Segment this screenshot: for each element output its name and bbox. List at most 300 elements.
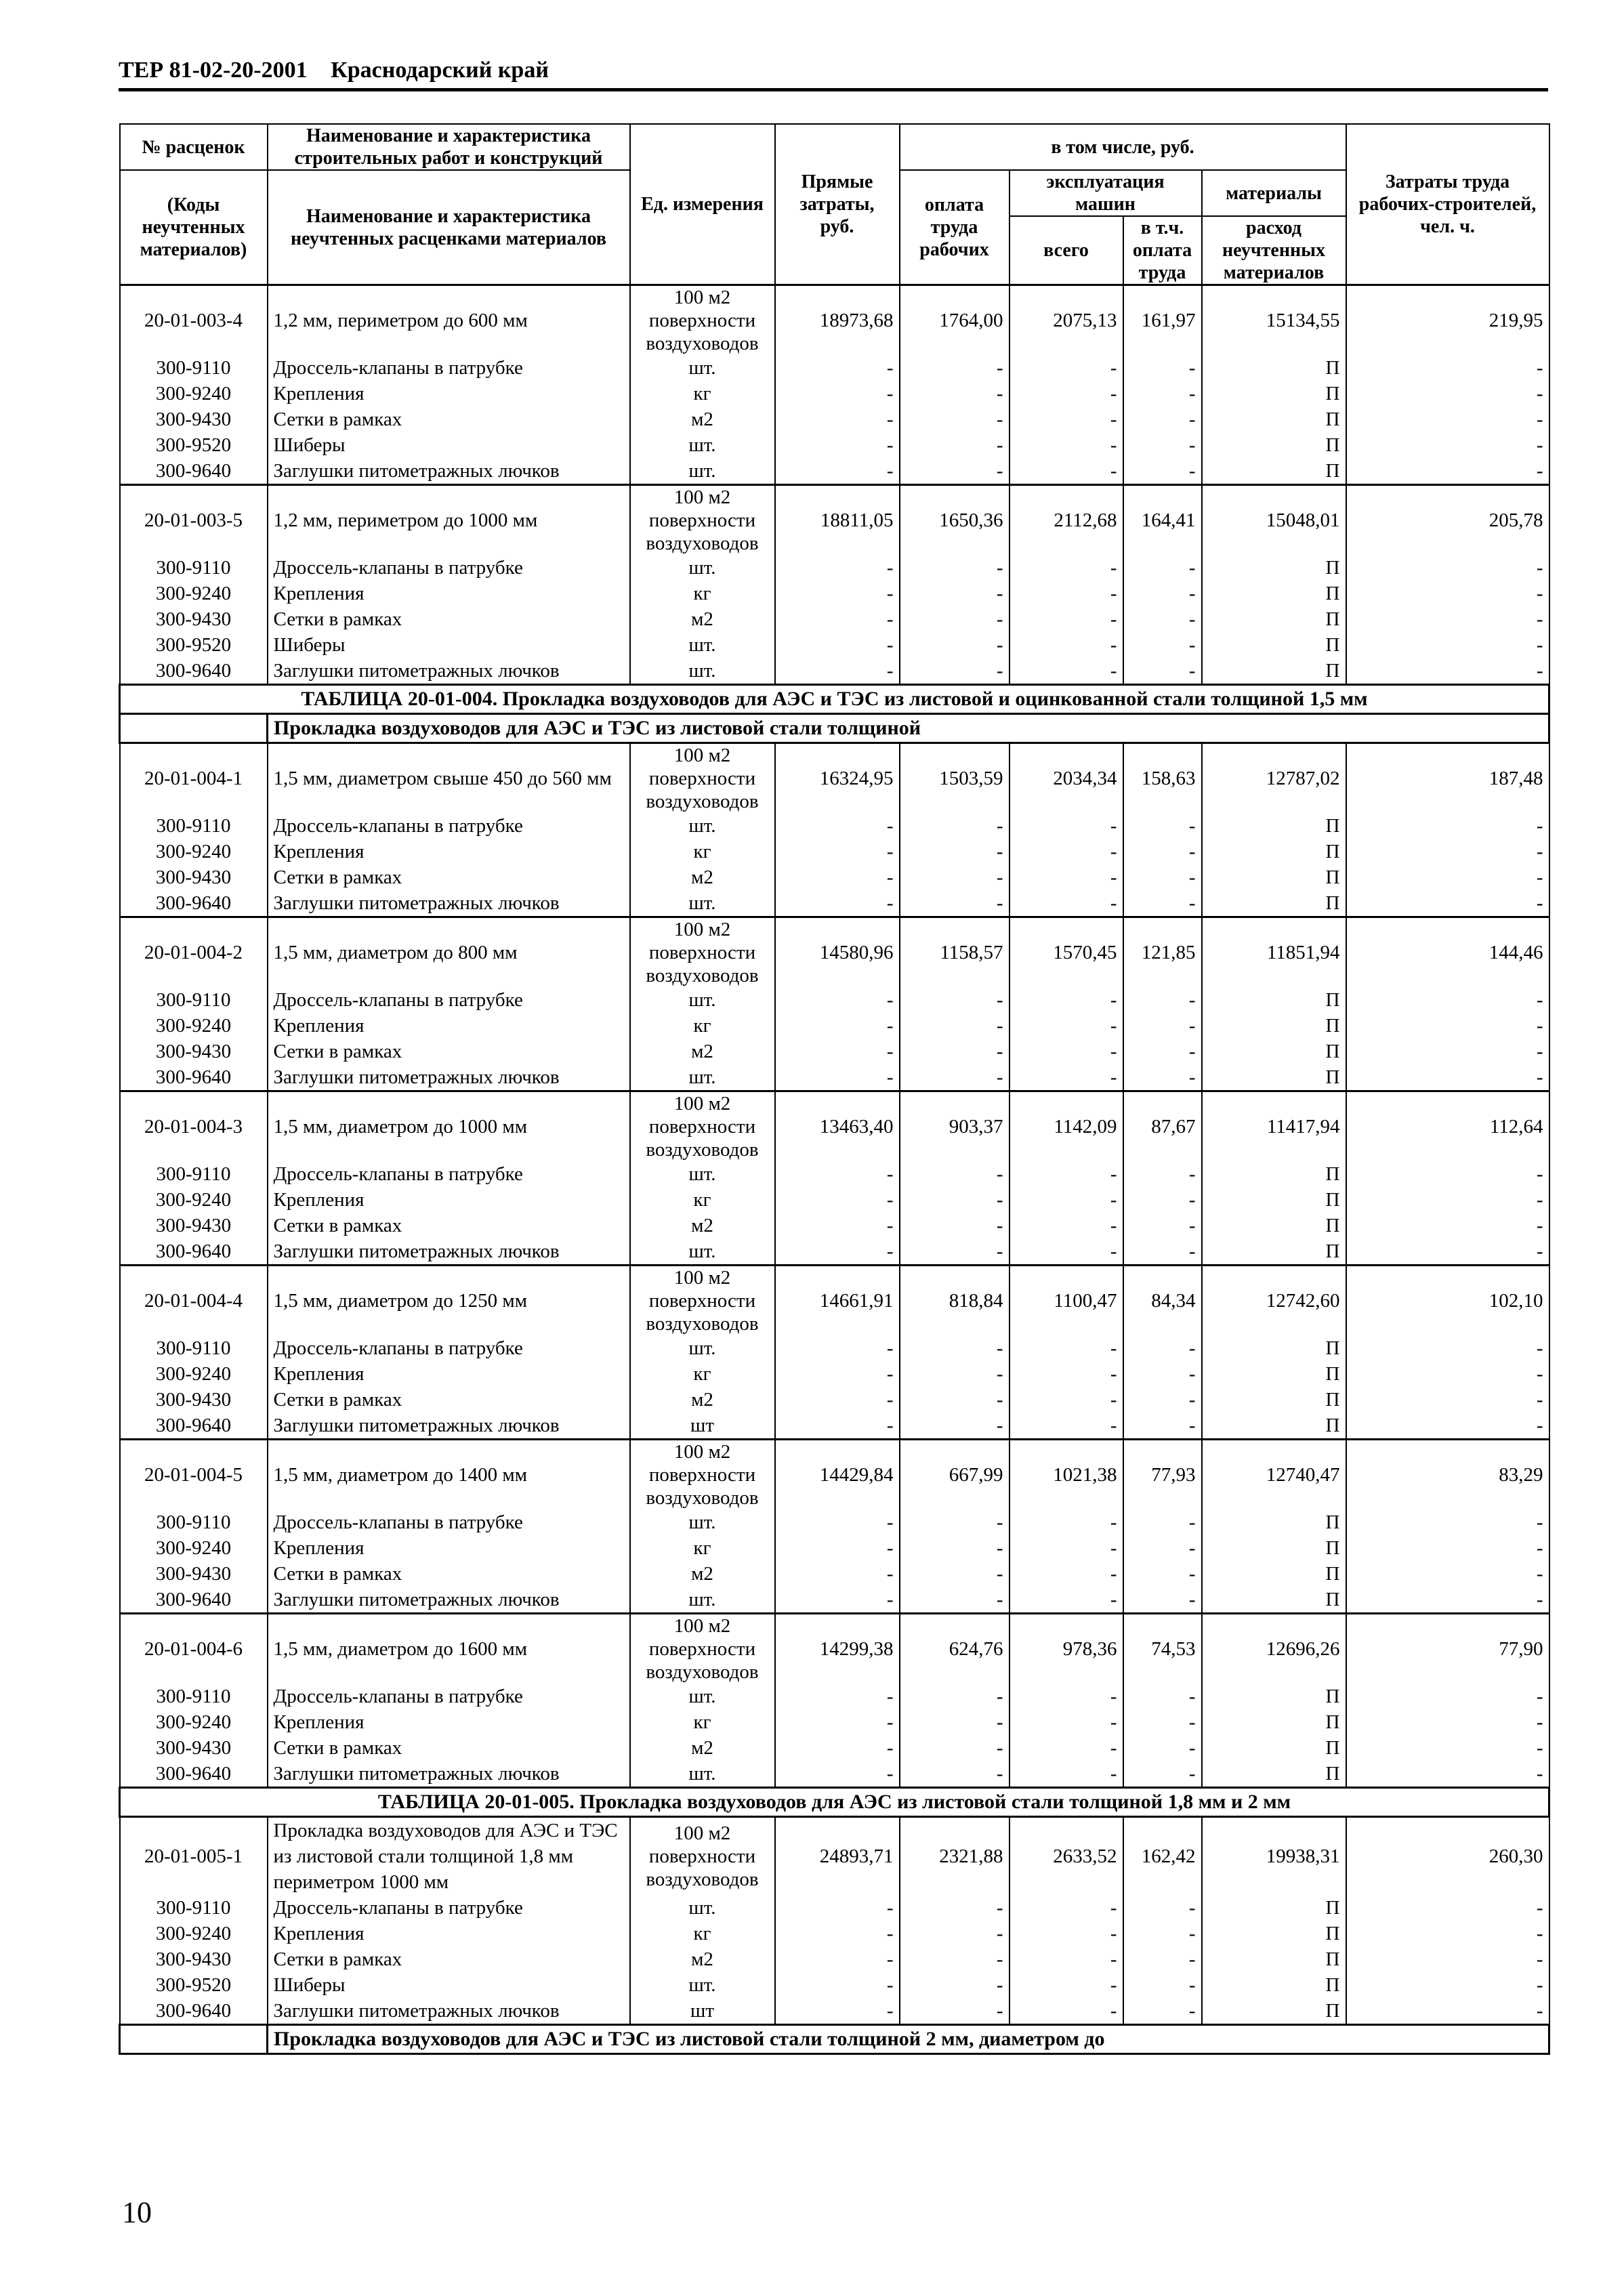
machines-labor-pay: 84,34 bbox=[1123, 1266, 1202, 1336]
direct-costs: - bbox=[775, 406, 900, 432]
header-materials: материалы bbox=[1202, 170, 1346, 216]
machines-labor-pay: - bbox=[1123, 555, 1202, 581]
materials: П bbox=[1202, 1161, 1346, 1187]
labor-costs: - bbox=[1346, 1895, 1549, 1921]
rate-code: 300-9430 bbox=[120, 1946, 268, 1972]
unit: кг bbox=[630, 1187, 775, 1213]
labor-pay: - bbox=[900, 1213, 1009, 1238]
machines-total: - bbox=[1009, 987, 1123, 1013]
direct-costs: 14580,96 bbox=[775, 917, 900, 988]
materials: П bbox=[1202, 581, 1346, 606]
labor-costs: 112,64 bbox=[1346, 1091, 1549, 1162]
machines-labor-pay: - bbox=[1123, 458, 1202, 485]
unit: шт. bbox=[630, 890, 775, 917]
materials: П bbox=[1202, 355, 1346, 381]
machines-total: - bbox=[1009, 1039, 1123, 1064]
unit: кг bbox=[630, 381, 775, 406]
labor-costs: - bbox=[1346, 813, 1549, 839]
machines-total: - bbox=[1009, 1161, 1123, 1187]
work-name: Дроссель-клапаны в патрубке bbox=[268, 813, 630, 839]
material-row bbox=[120, 1335, 1549, 1361]
direct-costs: - bbox=[775, 1039, 900, 1064]
rate-code: 300-9240 bbox=[120, 1187, 268, 1213]
direct-costs: - bbox=[775, 1921, 900, 1946]
unit: шт. bbox=[630, 1161, 775, 1187]
materials: П bbox=[1202, 813, 1346, 839]
direct-costs: 13463,40 bbox=[775, 1091, 900, 1162]
labor-pay: - bbox=[900, 864, 1009, 890]
unit: шт. bbox=[630, 1064, 775, 1091]
rate-code: 20-01-003-4 bbox=[120, 285, 268, 356]
labor-pay: - bbox=[900, 1972, 1009, 1998]
materials: 19938,31 bbox=[1202, 1817, 1346, 1896]
rates-table bbox=[119, 123, 1550, 2055]
machines-labor-pay: - bbox=[1123, 1972, 1202, 1998]
labor-costs: - bbox=[1346, 406, 1549, 432]
labor-costs: - bbox=[1346, 1761, 1549, 1788]
unit: шт. bbox=[630, 987, 775, 1013]
work-name: 1,5 мм, диаметром до 1250 мм bbox=[268, 1266, 630, 1336]
unit: шт. bbox=[630, 632, 775, 658]
labor-costs: - bbox=[1346, 1587, 1549, 1614]
work-name: 1,5 мм, диаметром до 800 мм bbox=[268, 917, 630, 988]
header-labor-pay: оплата труда рабочих bbox=[900, 170, 1009, 285]
unit: шт. bbox=[630, 1238, 775, 1266]
labor-pay: - bbox=[900, 1587, 1009, 1614]
rate-code: 300-9110 bbox=[120, 1335, 268, 1361]
material-row bbox=[120, 1709, 1549, 1735]
work-name: Дроссель-клапаны в патрубке bbox=[268, 1335, 630, 1361]
materials: П bbox=[1202, 1761, 1346, 1788]
labor-costs: - bbox=[1346, 1213, 1549, 1238]
header-machines-labor: в т.ч. оплата труда bbox=[1123, 216, 1202, 285]
direct-costs: - bbox=[775, 839, 900, 864]
labor-costs: - bbox=[1346, 1735, 1549, 1761]
direct-costs: - bbox=[775, 1361, 900, 1387]
materials: П bbox=[1202, 406, 1346, 432]
materials: П bbox=[1202, 1684, 1346, 1709]
material-row bbox=[120, 864, 1549, 890]
labor-costs: - bbox=[1346, 1238, 1549, 1266]
materials: П bbox=[1202, 1213, 1346, 1238]
work-name: Сетки в рамках bbox=[268, 1213, 630, 1238]
labor-costs: 102,10 bbox=[1346, 1266, 1549, 1336]
materials: П bbox=[1202, 1064, 1346, 1091]
labor-costs: - bbox=[1346, 1535, 1549, 1561]
work-name: Дроссель-клапаны в патрубке bbox=[268, 1509, 630, 1535]
direct-costs: - bbox=[775, 1238, 900, 1266]
unit: 100 м2 поверхности воздуховодов bbox=[630, 485, 775, 556]
labor-costs: - bbox=[1346, 355, 1549, 381]
direct-costs: - bbox=[775, 890, 900, 917]
rate-code: 300-9240 bbox=[120, 1921, 268, 1946]
machines-labor-pay: 158,63 bbox=[1123, 743, 1202, 814]
work-name: Дроссель-клапаны в патрубке bbox=[268, 355, 630, 381]
labor-costs: - bbox=[1346, 890, 1549, 917]
machines-total: - bbox=[1009, 1509, 1123, 1535]
material-row bbox=[120, 1387, 1549, 1413]
labor-costs: 187,48 bbox=[1346, 743, 1549, 814]
rate-row bbox=[120, 1440, 1549, 1510]
labor-pay: 903,37 bbox=[900, 1091, 1009, 1162]
subsection-title-row bbox=[120, 2025, 1549, 2054]
direct-costs: - bbox=[775, 1064, 900, 1091]
labor-costs: - bbox=[1346, 1921, 1549, 1946]
labor-pay: - bbox=[900, 1761, 1009, 1788]
direct-costs: - bbox=[775, 1735, 900, 1761]
labor-pay: - bbox=[900, 1387, 1009, 1413]
machines-total: 1142,09 bbox=[1009, 1091, 1123, 1162]
labor-pay: 1650,36 bbox=[900, 485, 1009, 556]
rate-code: 300-9430 bbox=[120, 406, 268, 432]
unit: кг bbox=[630, 1361, 775, 1387]
direct-costs: - bbox=[775, 1998, 900, 2025]
unit: м2 bbox=[630, 1946, 775, 1972]
subsection-spacer bbox=[120, 714, 268, 743]
labor-pay: - bbox=[900, 1161, 1009, 1187]
machines-total: - bbox=[1009, 658, 1123, 685]
direct-costs: - bbox=[775, 355, 900, 381]
header-machines: эксплуатация машин bbox=[1009, 170, 1202, 216]
labor-pay: - bbox=[900, 1735, 1009, 1761]
machines-labor-pay: 74,53 bbox=[1123, 1614, 1202, 1684]
direct-costs: - bbox=[775, 1561, 900, 1587]
unit: шт bbox=[630, 1413, 775, 1440]
unit: м2 bbox=[630, 606, 775, 632]
material-row bbox=[120, 1361, 1549, 1387]
rate-row bbox=[120, 917, 1549, 988]
labor-pay: 2321,88 bbox=[900, 1817, 1009, 1896]
work-name: Сетки в рамках bbox=[268, 1561, 630, 1587]
machines-labor-pay: - bbox=[1123, 1684, 1202, 1709]
materials: П bbox=[1202, 987, 1346, 1013]
direct-costs: - bbox=[775, 1895, 900, 1921]
rate-code: 300-9520 bbox=[120, 1972, 268, 1998]
materials: 12787,02 bbox=[1202, 743, 1346, 814]
machines-total: - bbox=[1009, 1361, 1123, 1387]
rate-row bbox=[120, 285, 1549, 356]
unit: кг bbox=[630, 1535, 775, 1561]
labor-pay: 1158,57 bbox=[900, 917, 1009, 988]
direct-costs: - bbox=[775, 632, 900, 658]
unit: шт. bbox=[630, 1895, 775, 1921]
labor-pay: - bbox=[900, 606, 1009, 632]
machines-labor-pay: - bbox=[1123, 1946, 1202, 1972]
work-name: Заглушки питометражных лючков bbox=[268, 1998, 630, 2025]
section-title: ТАБЛИЦА 20-01-005. Прокладка воздуховодов для АЭС из листовой стали толщиной 1,8 мм и 2 мм bbox=[120, 1788, 1549, 1817]
machines-labor-pay: - bbox=[1123, 1238, 1202, 1266]
work-name: Крепления bbox=[268, 1187, 630, 1213]
unit: м2 bbox=[630, 1213, 775, 1238]
machines-labor-pay: - bbox=[1123, 632, 1202, 658]
unit: 100 м2 поверхности воздуховодов bbox=[630, 1817, 775, 1896]
work-name: Крепления bbox=[268, 1361, 630, 1387]
material-row bbox=[120, 1561, 1549, 1587]
labor-costs: - bbox=[1346, 864, 1549, 890]
machines-total: - bbox=[1009, 1387, 1123, 1413]
materials: П bbox=[1202, 606, 1346, 632]
materials: 15048,01 bbox=[1202, 485, 1346, 556]
unit: 100 м2 поверхности воздуховодов bbox=[630, 285, 775, 356]
material-row bbox=[120, 658, 1549, 685]
unit: 100 м2 поверхности воздуховодов bbox=[630, 1266, 775, 1336]
document-code: ТЕР 81-02-20-2001 bbox=[119, 58, 308, 83]
machines-total: - bbox=[1009, 1335, 1123, 1361]
machines-total: - bbox=[1009, 1013, 1123, 1039]
material-row bbox=[120, 1213, 1549, 1238]
rate-code: 300-9110 bbox=[120, 813, 268, 839]
labor-pay: - bbox=[900, 1561, 1009, 1587]
unit: шт. bbox=[630, 1684, 775, 1709]
materials: П bbox=[1202, 1709, 1346, 1735]
machines-total: - bbox=[1009, 606, 1123, 632]
machines-total: - bbox=[1009, 890, 1123, 917]
machines-total: - bbox=[1009, 1735, 1123, 1761]
labor-pay: - bbox=[900, 1921, 1009, 1946]
material-row bbox=[120, 1509, 1549, 1535]
machines-labor-pay: - bbox=[1123, 432, 1202, 458]
machines-labor-pay: - bbox=[1123, 1587, 1202, 1614]
machines-labor-pay: 164,41 bbox=[1123, 485, 1202, 556]
unit: шт. bbox=[630, 1335, 775, 1361]
work-name: Прокладка воздуховодов для АЭС и ТЭС из листовой стали толщиной 1,8 мм периметром 1000 мм bbox=[268, 1817, 630, 1896]
direct-costs: 16324,95 bbox=[775, 743, 900, 814]
work-name: Сетки в рамках bbox=[268, 1039, 630, 1064]
work-name: Сетки в рамках bbox=[268, 864, 630, 890]
machines-total: - bbox=[1009, 458, 1123, 485]
direct-costs: 14661,91 bbox=[775, 1266, 900, 1336]
labor-costs: - bbox=[1346, 1387, 1549, 1413]
labor-pay: - bbox=[900, 1064, 1009, 1091]
machines-labor-pay: - bbox=[1123, 1387, 1202, 1413]
material-row bbox=[120, 632, 1549, 658]
unit: 100 м2 поверхности воздуховодов bbox=[630, 1440, 775, 1510]
rate-code: 300-9110 bbox=[120, 1895, 268, 1921]
rate-code: 300-9240 bbox=[120, 1361, 268, 1387]
rate-code: 300-9240 bbox=[120, 581, 268, 606]
material-row bbox=[120, 1535, 1549, 1561]
labor-costs: - bbox=[1346, 381, 1549, 406]
rate-code: 300-9430 bbox=[120, 1735, 268, 1761]
labor-pay: - bbox=[900, 406, 1009, 432]
rate-code: 300-9240 bbox=[120, 1535, 268, 1561]
unit: шт. bbox=[630, 1509, 775, 1535]
unit: 100 м2 поверхности воздуховодов bbox=[630, 743, 775, 814]
labor-costs: - bbox=[1346, 658, 1549, 685]
unit: м2 bbox=[630, 1735, 775, 1761]
materials: П bbox=[1202, 1972, 1346, 1998]
work-name: Дроссель-клапаны в патрубке bbox=[268, 1684, 630, 1709]
direct-costs: - bbox=[775, 1587, 900, 1614]
rate-code: 300-9240 bbox=[120, 839, 268, 864]
direct-costs: - bbox=[775, 381, 900, 406]
material-row bbox=[120, 1684, 1549, 1709]
labor-pay: - bbox=[900, 1684, 1009, 1709]
materials: 12740,47 bbox=[1202, 1440, 1346, 1510]
machines-total: - bbox=[1009, 1972, 1123, 1998]
direct-costs: - bbox=[775, 1013, 900, 1039]
machines-total: 2034,34 bbox=[1009, 743, 1123, 814]
work-name: Сетки в рамках bbox=[268, 406, 630, 432]
labor-costs: - bbox=[1346, 1039, 1549, 1064]
rate-code: 20-01-004-1 bbox=[120, 743, 268, 814]
rate-code: 300-9640 bbox=[120, 890, 268, 917]
unit: шт. bbox=[630, 458, 775, 485]
material-row bbox=[120, 1946, 1549, 1972]
work-name: Сетки в рамках bbox=[268, 1387, 630, 1413]
machines-labor-pay: - bbox=[1123, 1509, 1202, 1535]
labor-pay: - bbox=[900, 1238, 1009, 1266]
machines-labor-pay: - bbox=[1123, 1535, 1202, 1561]
materials: П bbox=[1202, 381, 1346, 406]
material-row bbox=[120, 1895, 1549, 1921]
labor-costs: - bbox=[1346, 1064, 1549, 1091]
labor-pay: - bbox=[900, 813, 1009, 839]
labor-costs: 205,78 bbox=[1346, 485, 1549, 556]
material-row bbox=[120, 432, 1549, 458]
materials: П bbox=[1202, 1238, 1346, 1266]
direct-costs: - bbox=[775, 1684, 900, 1709]
work-name: Заглушки питометражных лючков bbox=[268, 658, 630, 685]
work-name: Шиберы bbox=[268, 632, 630, 658]
labor-pay: - bbox=[900, 1535, 1009, 1561]
labor-costs: - bbox=[1346, 1161, 1549, 1187]
direct-costs: 18973,68 bbox=[775, 285, 900, 356]
direct-costs: - bbox=[775, 458, 900, 485]
labor-pay: - bbox=[900, 658, 1009, 685]
labor-costs: - bbox=[1346, 1335, 1549, 1361]
rate-code: 300-9640 bbox=[120, 1587, 268, 1614]
material-row bbox=[120, 1998, 1549, 2025]
rate-code: 300-9430 bbox=[120, 1561, 268, 1587]
work-name: 1,5 мм, диаметром до 1600 мм bbox=[268, 1614, 630, 1684]
header-name-sub: Наименование и характеристика неучтенных расценками материалов bbox=[268, 170, 630, 285]
machines-labor-pay: - bbox=[1123, 581, 1202, 606]
machines-labor-pay: 77,93 bbox=[1123, 1440, 1202, 1510]
direct-costs: 14429,84 bbox=[775, 1440, 900, 1510]
rate-code: 20-01-004-5 bbox=[120, 1440, 268, 1510]
machines-labor-pay: - bbox=[1123, 1735, 1202, 1761]
material-row bbox=[120, 458, 1549, 485]
labor-pay: - bbox=[900, 1895, 1009, 1921]
materials: П bbox=[1202, 1509, 1346, 1535]
material-row bbox=[120, 1039, 1549, 1064]
direct-costs: - bbox=[775, 1387, 900, 1413]
rate-code: 300-9240 bbox=[120, 1013, 268, 1039]
labor-costs: 83,29 bbox=[1346, 1440, 1549, 1510]
machines-labor-pay: - bbox=[1123, 864, 1202, 890]
material-row bbox=[120, 1413, 1549, 1440]
machines-total: - bbox=[1009, 632, 1123, 658]
labor-costs: - bbox=[1346, 1187, 1549, 1213]
material-row bbox=[120, 890, 1549, 917]
labor-pay: - bbox=[900, 1187, 1009, 1213]
machines-labor-pay: - bbox=[1123, 987, 1202, 1013]
rate-row bbox=[120, 1091, 1549, 1162]
direct-costs: - bbox=[775, 1709, 900, 1735]
machines-total: - bbox=[1009, 1761, 1123, 1788]
machines-total: 1100,47 bbox=[1009, 1266, 1123, 1336]
labor-pay: - bbox=[900, 458, 1009, 485]
rate-code: 300-9640 bbox=[120, 1761, 268, 1788]
direct-costs: 24893,71 bbox=[775, 1817, 900, 1896]
rate-code: 300-9110 bbox=[120, 355, 268, 381]
header-code: № расценок bbox=[120, 124, 268, 170]
machines-labor-pay: - bbox=[1123, 1895, 1202, 1921]
materials: П bbox=[1202, 458, 1346, 485]
direct-costs: - bbox=[775, 1535, 900, 1561]
material-row bbox=[120, 1972, 1549, 1998]
materials: П bbox=[1202, 555, 1346, 581]
unit: шт. bbox=[630, 432, 775, 458]
machines-labor-pay: 162,42 bbox=[1123, 1817, 1202, 1896]
header-including: в том числе, руб. bbox=[900, 124, 1346, 170]
work-name: Заглушки питометражных лючков bbox=[268, 1064, 630, 1091]
rate-code: 300-9110 bbox=[120, 1509, 268, 1535]
labor-pay: - bbox=[900, 1361, 1009, 1387]
machines-total: - bbox=[1009, 1238, 1123, 1266]
machines-total: - bbox=[1009, 355, 1123, 381]
material-row bbox=[120, 581, 1549, 606]
machines-labor-pay: - bbox=[1123, 1187, 1202, 1213]
machines-total: - bbox=[1009, 1535, 1123, 1561]
machines-total: - bbox=[1009, 1709, 1123, 1735]
rate-code: 300-9520 bbox=[120, 632, 268, 658]
labor-costs: - bbox=[1346, 1684, 1549, 1709]
work-name: Крепления bbox=[268, 1921, 630, 1946]
work-name: Заглушки питометражных лючков bbox=[268, 458, 630, 485]
direct-costs: - bbox=[775, 1509, 900, 1535]
machines-total: 978,36 bbox=[1009, 1614, 1123, 1684]
labor-pay: - bbox=[900, 1013, 1009, 1039]
direct-costs: - bbox=[775, 813, 900, 839]
labor-costs: - bbox=[1346, 839, 1549, 864]
machines-total: 2075,13 bbox=[1009, 285, 1123, 356]
material-row bbox=[120, 1187, 1549, 1213]
labor-pay: - bbox=[900, 555, 1009, 581]
machines-labor-pay: 87,67 bbox=[1123, 1091, 1202, 1162]
material-row bbox=[120, 987, 1549, 1013]
direct-costs: - bbox=[775, 555, 900, 581]
labor-pay: - bbox=[900, 1998, 1009, 2025]
section-title-row bbox=[120, 1788, 1549, 1817]
material-row bbox=[120, 1921, 1549, 1946]
header-labor-costs: Затраты труда рабочих-строителей, чел. ч. bbox=[1346, 124, 1549, 285]
machines-total: - bbox=[1009, 381, 1123, 406]
work-name: Дроссель-клапаны в патрубке bbox=[268, 987, 630, 1013]
materials: П bbox=[1202, 1921, 1346, 1946]
machines-total: - bbox=[1009, 839, 1123, 864]
machines-total: - bbox=[1009, 406, 1123, 432]
material-row bbox=[120, 1587, 1549, 1614]
labor-costs: - bbox=[1346, 432, 1549, 458]
unit: 100 м2 поверхности воздуховодов bbox=[630, 1091, 775, 1162]
materials: П bbox=[1202, 1387, 1346, 1413]
rate-code: 300-9240 bbox=[120, 1709, 268, 1735]
labor-costs: - bbox=[1346, 987, 1549, 1013]
rate-code: 300-9110 bbox=[120, 555, 268, 581]
labor-costs: - bbox=[1346, 1013, 1549, 1039]
rate-code: 300-9110 bbox=[120, 1161, 268, 1187]
labor-pay: - bbox=[900, 632, 1009, 658]
machines-labor-pay: - bbox=[1123, 1013, 1202, 1039]
labor-costs: - bbox=[1346, 555, 1549, 581]
machines-total: - bbox=[1009, 1684, 1123, 1709]
machines-labor-pay: - bbox=[1123, 839, 1202, 864]
labor-costs: - bbox=[1346, 1709, 1549, 1735]
labor-pay: - bbox=[900, 1509, 1009, 1535]
machines-total: - bbox=[1009, 1561, 1123, 1587]
